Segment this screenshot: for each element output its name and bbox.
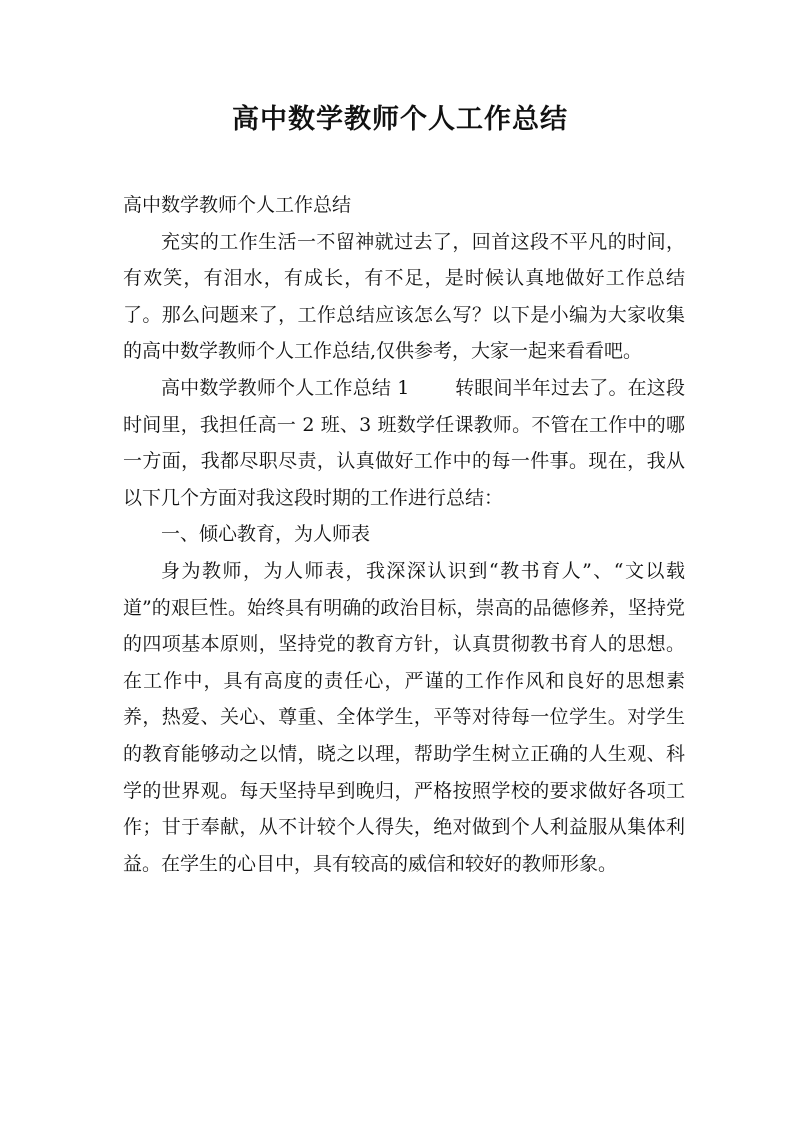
document-body	[123, 187, 685, 882]
document-title: 高中数学教师个人工作总结	[232, 104, 568, 135]
section-1-heading: 高中数学教师个人工作总结 1	[161, 376, 410, 399]
point-1-heading: 一、倾心教育，为人师表	[161, 523, 371, 546]
section-1-intro: 转眼间半年过去了。在这段时间里，我担任高一 2 班、3 班数学任课教师。不管在工作中的哪一方面，我都尽职尽责，认真做好工作中的每一件事。现在，我从以下几个方面对我这段时期的工作进行总结：	[123, 376, 685, 509]
section-1-paragraph	[123, 370, 685, 516]
point-1-body: 身为教师，为人师表，我深深认识到“教书育人”、“文以载道”的艰巨性。始终具有明确的政治目标，崇高的品德修养，坚持党的四项基本原则，坚持党的教育方针，认真贯彻教书育人的思想。在工作中，具有高度的责任心，严谨的工作作风和良好的思想素养，热爱、关心、尊重、全体学生，平等对待每一位学生。对学生的教育能够动之以情，晓之以理，帮助学生树立正确的人生观、科学的世界观。每天坚持早到晚归，严格按照学校的要求做好各项工作；甘于奉献，从不计较个人得失，绝对做到个人利益服从集体利益。在学生的心目中，具有较高的威信和较好的教师形象。	[123, 559, 685, 875]
document-subtitle: 高中数学教师个人工作总结	[123, 194, 352, 216]
intro-paragraph: 充实的工作生活一不留神就过去了，回首这段不平凡的时间，有欢笑，有泪水，有成长，有不足，是时候认真地做好工作总结了。那么问题来了，工作总结应该怎么写？以下是小编为大家收集的高中数学教师个人工作总结,仅供参考，大家一起来看看吧。	[123, 230, 685, 363]
